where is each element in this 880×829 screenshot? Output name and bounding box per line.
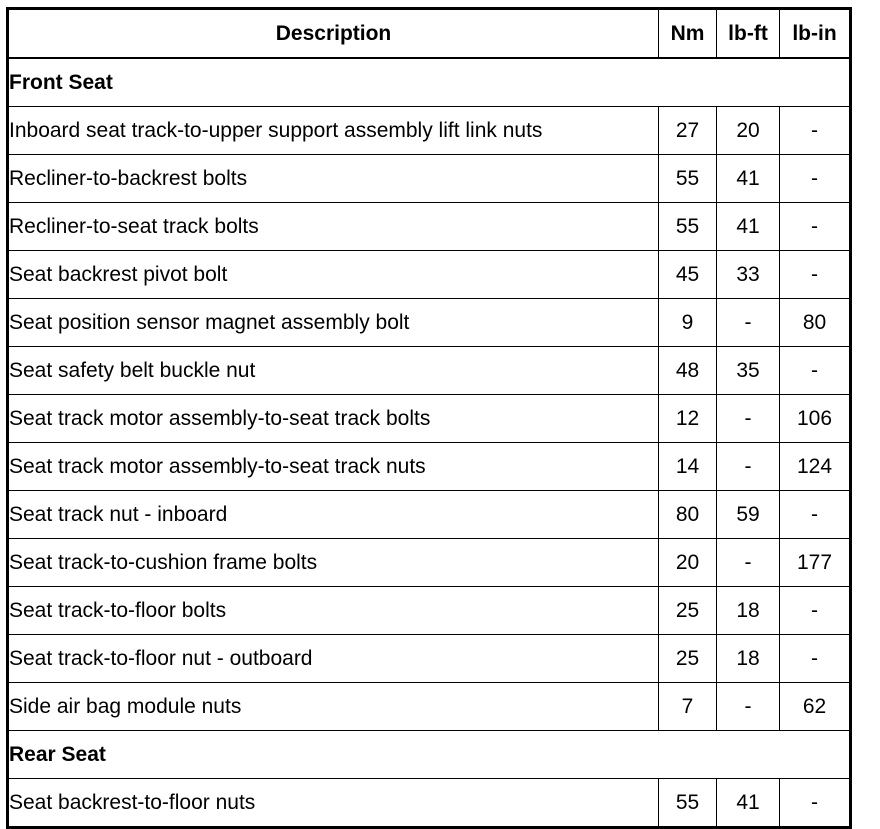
- table-row: [8, 299, 851, 347]
- nm-cell: 25: [659, 635, 717, 683]
- lb-in-cell: -: [780, 251, 851, 299]
- lb-in-cell: -: [780, 155, 851, 203]
- nm-cell: 25: [659, 587, 717, 635]
- table-row: [8, 587, 851, 635]
- description-cell: Seat safety belt buckle nut: [8, 347, 659, 395]
- table-row: [8, 635, 851, 683]
- nm-cell: 80: [659, 491, 717, 539]
- table-row: [8, 107, 851, 155]
- lb-in-cell: -: [780, 635, 851, 683]
- nm-cell: 27: [659, 107, 717, 155]
- description-cell: Seat track-to-floor nut - outboard: [8, 635, 659, 683]
- lb-in-cell: -: [780, 779, 851, 828]
- nm-cell: 9: [659, 299, 717, 347]
- nm-cell: 12: [659, 395, 717, 443]
- nm-cell: 55: [659, 779, 717, 828]
- table-row: [8, 395, 851, 443]
- header-row: [8, 9, 851, 59]
- lb-in-cell: 106: [780, 395, 851, 443]
- description-cell: Recliner-to-seat track bolts: [8, 203, 659, 251]
- lb-ft-cell: 20: [717, 107, 780, 155]
- lb-in-cell: 177: [780, 539, 851, 587]
- lb-in-cell: -: [780, 107, 851, 155]
- description-cell: Seat track-to-floor bolts: [8, 587, 659, 635]
- table-row: [8, 443, 851, 491]
- lb-ft-cell: 18: [717, 635, 780, 683]
- nm-cell: 55: [659, 155, 717, 203]
- description-cell: Seat track nut - inboard: [8, 491, 659, 539]
- lb-ft-cell: -: [717, 395, 780, 443]
- lb-ft-cell: 41: [717, 155, 780, 203]
- description-cell: Seat position sensor magnet assembly bolt: [8, 299, 659, 347]
- lb-ft-cell: -: [717, 299, 780, 347]
- description-cell: Seat track motor assembly-to-seat track nuts: [8, 443, 659, 491]
- nm-cell: 7: [659, 683, 717, 731]
- description-cell: Recliner-to-backrest bolts: [8, 155, 659, 203]
- table-row: [8, 155, 851, 203]
- lb-ft-cell: -: [717, 539, 780, 587]
- fastener-torque-table: [6, 7, 852, 829]
- nm-cell: 14: [659, 443, 717, 491]
- lb-in-cell: 80: [780, 299, 851, 347]
- nm-cell: 45: [659, 251, 717, 299]
- description-cell: Inboard seat track-to-upper support assembly lift link nuts: [8, 107, 659, 155]
- section-title: Rear Seat: [8, 731, 851, 779]
- description-cell: Seat track-to-cushion frame bolts: [8, 539, 659, 587]
- header-nm: Nm: [659, 9, 717, 59]
- table-row: [8, 251, 851, 299]
- table-row: [8, 347, 851, 395]
- lb-in-cell: -: [780, 347, 851, 395]
- section-row: [8, 731, 851, 779]
- lb-ft-cell: 41: [717, 779, 780, 828]
- lb-ft-cell: 59: [717, 491, 780, 539]
- lb-ft-cell: 33: [717, 251, 780, 299]
- table-row: [8, 779, 851, 828]
- header-description: Description: [8, 9, 659, 59]
- lb-ft-cell: -: [717, 683, 780, 731]
- table-row: [8, 539, 851, 587]
- section-title: Front Seat: [8, 58, 851, 107]
- table-body: [8, 58, 851, 828]
- nm-cell: 55: [659, 203, 717, 251]
- lb-in-cell: -: [780, 587, 851, 635]
- table-row: [8, 683, 851, 731]
- table-row: [8, 491, 851, 539]
- lb-in-cell: -: [780, 203, 851, 251]
- section-row: [8, 58, 851, 107]
- nm-cell: 20: [659, 539, 717, 587]
- lb-ft-cell: 18: [717, 587, 780, 635]
- header-lb-ft: lb-ft: [717, 9, 780, 59]
- lb-ft-cell: -: [717, 443, 780, 491]
- description-cell: Seat backrest-to-floor nuts: [8, 779, 659, 828]
- lb-in-cell: 62: [780, 683, 851, 731]
- description-cell: Seat backrest pivot bolt: [8, 251, 659, 299]
- lb-ft-cell: 41: [717, 203, 780, 251]
- header-lb-in: lb-in: [780, 9, 851, 59]
- lb-ft-cell: 35: [717, 347, 780, 395]
- description-cell: Side air bag module nuts: [8, 683, 659, 731]
- lb-in-cell: -: [780, 491, 851, 539]
- nm-cell: 48: [659, 347, 717, 395]
- lb-in-cell: 124: [780, 443, 851, 491]
- description-cell: Seat track motor assembly-to-seat track bolts: [8, 395, 659, 443]
- table-row: [8, 203, 851, 251]
